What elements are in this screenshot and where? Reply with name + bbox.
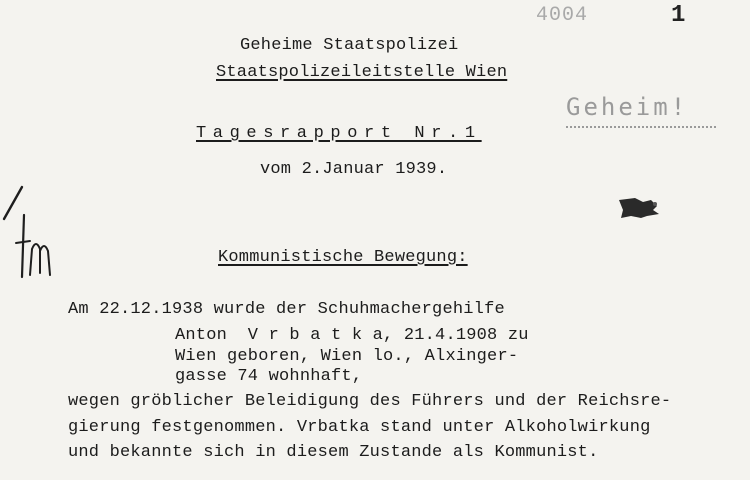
report-line: und bekannte sich in diesem Zustande als Kommunist. [68,443,599,462]
report-date: vom 2.Januar 1939. [260,160,448,179]
document-number: 4004 [536,4,589,27]
agency-office: Staatspolizeileitstelle Wien [216,63,508,82]
ink-blot [617,196,661,220]
classification-stamp: Geheim! [566,93,689,121]
report-line: gasse 74 wohnhaft, [175,367,363,386]
report-title: Tagesrapport Nr.1 [196,124,482,143]
report-line: Anton V r b a t k a, 21.4.1908 zu [175,326,529,345]
page-number: 1 [671,2,686,29]
report-line: Wien geboren, Wien lo., Alxinger- [175,347,519,366]
stamp-underline [566,126,716,128]
section-heading: Kommunistische Bewegung: [218,248,468,267]
report-line: Am 22.12.1938 wurde der Schuhmachergehilfe [68,300,505,319]
report-line: wegen gröblicher Beleidigung des Führers und der Reichsre- [68,392,672,411]
agency-name: Geheime Staatspolizei [240,36,459,55]
report-line: gierung festgenommen. Vrbatka stand unter Alkoholwirkung [68,418,651,437]
handwritten-initials [0,185,64,285]
